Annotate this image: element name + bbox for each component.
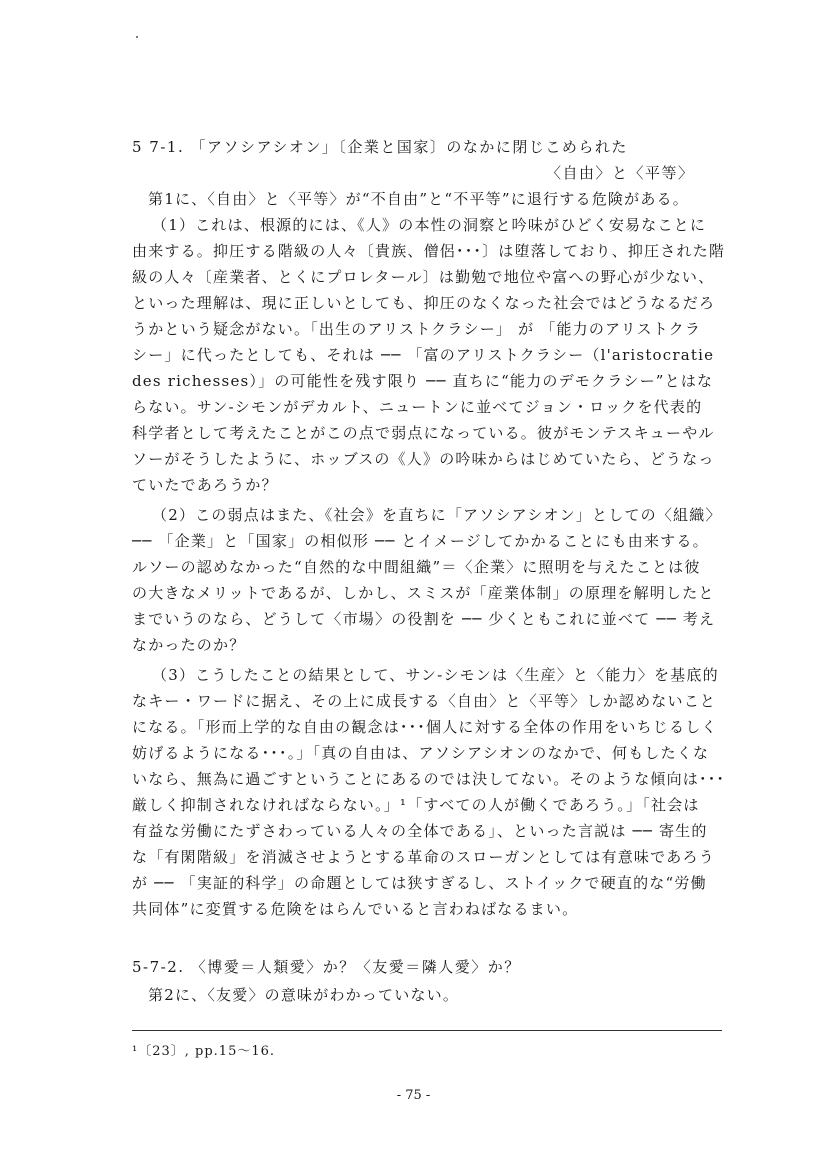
footnote-separator: [132, 1030, 722, 1031]
body-line: いなら、無為に過ごすということにあるのでは決してない。そのような傾向は･･･: [132, 770, 726, 788]
body-line: 科学者として考えたことがこの点で弱点になっている。彼がモンテスキューやル: [132, 424, 715, 442]
body-line: ていたであろうか？: [132, 476, 278, 494]
body-line: が ── 「実証的科学」の命題としては狭すぎるし、ストイックで硬直的な“労働: [132, 874, 707, 892]
body-line: 由来する。抑圧する階級の人々〔貴族、僧侶･･･〕は堕落しており、抑圧された階: [132, 242, 726, 260]
page-number: - 75 -: [396, 1088, 431, 1103]
body-line: らない。サン-シモンがデカルト、ニュートンに並べてジョン・ロックを代表的: [132, 398, 703, 416]
body-line: 厳しく抑制されなければならない。」¹「すべての人が働くであろう。」「社会は: [132, 796, 700, 814]
body-line: の大きなメリットであるが、しかし、スミスが「産業体制」の原理を解明したと: [132, 584, 715, 602]
body-line: シー」に代ったとしても、それは ── 「富のアリストクラシー（l'aristocratie: [132, 346, 715, 364]
body-line: といった理解は、現に正しいとしても、抑圧のなくなった社会ではどうなるだろ: [132, 294, 716, 312]
body-line: 第1に、〈自由〉と〈平等〉が“不自由”と“不平等”に退行する危険がある。: [148, 190, 689, 208]
footnote: ¹〔23〕, pp.15～16.: [132, 1044, 276, 1059]
body-line: （1）これは、根源的には、《人》の本性の洞察と吟味がひどく安易なことに: [152, 216, 707, 234]
body-line: ルソーの認めなかった“自然的な中間組織”＝〈企業〉に照明を与えたことは彼: [132, 558, 701, 576]
scan-speck: [136, 36, 138, 38]
section-heading-5-7-1: 5 7-1. 「アソシアシオン」〔企業と国家〕のなかに閉じこめられた: [132, 138, 628, 156]
body-line: 妨げるようになる･･･。」「真の自由は、アソシアシオンのなかで、何もしたくな: [132, 744, 710, 762]
body-line: 第2に、〈友愛〉の意味がわかっていない。: [148, 986, 460, 1004]
body-line: 共同体”に変質する危険をはらんでいると言わねばなるまい。: [132, 900, 579, 918]
body-line: des richesses）」の可能性を残す限り ── 直ちに“能力のデモクラシー”とはな: [132, 372, 714, 390]
body-line: な「有閑階級」を消滅させようとする革命のスローガンとしては有意味であろう: [132, 848, 715, 866]
section-heading-5-7-2: 5-7-2. 〈博愛＝人類愛〉か？〈友愛＝隣人愛〉か？: [132, 958, 521, 976]
body-line: なかったのか？: [132, 636, 246, 654]
body-line: ── 「企業」と「国家」の相似形 ── とイメージしてかかることにも由来する。: [132, 532, 709, 550]
body-line: になる。「形而上学的な自由の観念は･･･個人に対する全体の作用をいちじるしく: [132, 718, 718, 736]
body-line: うかという疑念がない。「出生のアリストクラシー」 が 「能力のアリストクラ: [132, 320, 702, 338]
body-line: までいうのなら、どうして〈市場〉の役割を ── 少くともこれに並べて ── 考え: [132, 610, 716, 628]
body-line: 級の人々〔産業者、とくにプロレタール〕は勤勉で地位や富への野心が少ない、: [132, 268, 715, 286]
body-line: 有益な労働にたずさわっている人々の全体である」、といった言説は ── 寄生的: [132, 822, 708, 840]
section-heading-5-7-1-continued: 〈自由〉と〈平等〉: [546, 164, 695, 182]
body-line: （3）こうしたことの結果として、サン-シモンは〈生産〉と〈能力〉を基底的: [152, 666, 719, 684]
body-line: （2）この弱点はまた、《社会》を直ちに「アソシアシオン」としての〈組織〉: [152, 506, 722, 524]
body-line: ソーがそうしたように、ホッブスの《人》の吟味からはじめていたら、どうなっ: [132, 450, 715, 468]
body-line: なキー・ワードに据え、その上に成長する〈自由〉と〈平等〉しか認めないこと: [132, 692, 717, 710]
